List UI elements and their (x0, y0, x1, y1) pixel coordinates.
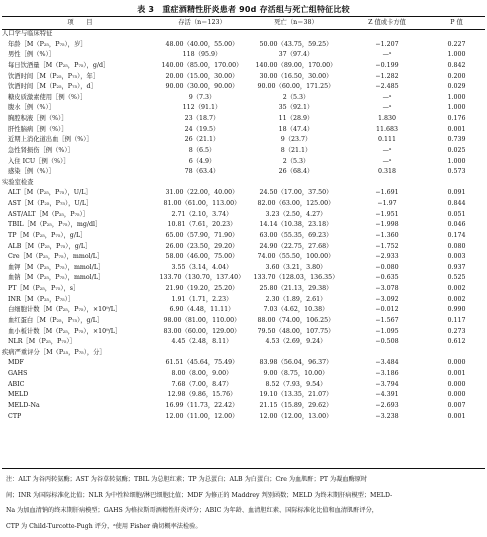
survive-value: 31.00（22.00，40.00） (165, 189, 239, 197)
stat-value: −0.508 (375, 338, 399, 346)
bottom-rule (2, 468, 485, 469)
table-row (2, 157, 485, 168)
survive-value: 78（63.4） (184, 168, 220, 176)
row-label: AST/ALT［M（P₂₅，P₇₅）］ (8, 210, 89, 218)
footnote-line: 注：ALT 为谷丙转氨酶；AST 为谷草转氨酶；TBIL 为总胆红素；TP 为总蛋白；ALB 为白蛋白；Cre 为血肌酐；PT 为凝血酶原时 (6, 476, 368, 483)
table-row (2, 358, 485, 369)
stat-value: —ᵃ (382, 157, 392, 165)
stat-value: −1.951 (375, 210, 399, 218)
stat-value: −4.391 (375, 391, 399, 399)
p-value: 1.000 (447, 157, 466, 165)
stat-value: −1.360 (375, 231, 399, 239)
stat-value: −1.752 (375, 242, 399, 250)
death-value: 8.52（7.93，9.54） (265, 380, 327, 388)
row-label: TP［M（P₂₅，P₇₅），g/L］ (8, 231, 87, 239)
table-row (2, 167, 485, 178)
table-row (2, 231, 485, 242)
p-value: 0.000 (447, 391, 466, 399)
row-label: AST［M（P₂₅，P₇₅），U/L］ (8, 200, 93, 207)
death-value: 19.10（13.35，21.07） (259, 391, 333, 399)
p-value: 0.844 (447, 200, 466, 207)
death-value: 18（47.4） (278, 125, 314, 133)
p-value: 0.002 (447, 285, 466, 292)
row-label: 血小板计数［M（P₂₅，P₇₅），×10⁹/L］ (8, 327, 122, 335)
table-row (2, 295, 485, 306)
row-label: MELD (8, 391, 29, 399)
death-value: 37（97.4） (278, 51, 314, 59)
stat-value: −3.092 (375, 295, 399, 303)
table-row (2, 50, 485, 61)
p-value: 0.029 (447, 83, 466, 91)
death-value: 21.15（15.89，29.62） (259, 401, 333, 409)
survive-value: 23（18.7） (184, 115, 220, 122)
row-label: 血钾［M（P₂₅，P₇₅），mmol/L］ (8, 263, 105, 271)
survive-value: 3.55（3.14，4.04） (171, 263, 233, 271)
survive-value: 16.99（11.73，22.42） (165, 401, 239, 409)
p-value: 0.842 (447, 61, 466, 69)
stat-value: 0.111 (377, 136, 397, 144)
header-item: 项 目 (67, 19, 93, 26)
death-value: 24.50（17.00，37.50） (259, 189, 333, 197)
header-death: 死亡（n＝38） (274, 19, 318, 26)
death-value: 3.60（3.21，3.80） (265, 263, 327, 271)
death-value: 24.90（22.75，27.68） (259, 242, 333, 250)
death-value: 4.53（2.69，9.24） (265, 338, 327, 346)
stat-value: −1.998 (375, 221, 399, 229)
survive-value: 9（7.3） (188, 93, 216, 101)
p-value: 0.025 (447, 146, 466, 154)
survive-value: 61.51（45.64，75.49） (165, 359, 239, 367)
table-title: 表 3 重症酒精性肝炎患者 90d 存活组与死亡组特征比较 (137, 5, 350, 14)
death-value: 25.80（21.13，29.38） (259, 285, 333, 292)
stat-value: −3.238 (375, 412, 399, 420)
death-value: 2（5.3） (282, 93, 310, 101)
table-row (2, 380, 485, 391)
p-value: 0.174 (447, 231, 466, 239)
survive-value: 6（4.9） (188, 157, 216, 165)
survive-value: 2.71（2.10，3.74） (171, 210, 233, 218)
row-label: PT［M（P₂₅，P₇₅），s］ (8, 285, 80, 292)
p-value: 1.000 (447, 51, 466, 59)
row-label: TBIL［M（P₂₅，P₇₅），mg/dl］ (8, 221, 102, 229)
survive-value: 48.00（40.00，55.00） (165, 40, 239, 48)
p-value: 0.091 (447, 189, 466, 197)
stat-value: −2.693 (375, 401, 399, 409)
survive-value: 90.00（30.00，90.00） (165, 83, 239, 91)
p-value: 0.080 (447, 242, 466, 250)
p-value: 1.000 (447, 104, 466, 112)
row-label: 糖皮质激素使用［例（%）］ (8, 93, 87, 101)
table-row (2, 188, 485, 199)
table-row (2, 273, 485, 284)
survive-value: 26.00（23.50，29.20） (165, 242, 239, 250)
survive-value: 133.70（130.70，137.40） (159, 274, 245, 282)
row-label: 每日饮酒量［M（P₂₅，P₇₅），g/d］ (8, 61, 110, 69)
death-value: 12.00（12.00，13.00） (259, 412, 333, 420)
death-value: 14.14（10.38，23.18） (259, 221, 333, 229)
p-value: 1.000 (447, 93, 466, 101)
death-value: 133.70（128.03，136.35） (253, 274, 339, 282)
death-value: 83.98（56.04，96.37） (259, 359, 333, 367)
row-label: Cre［M（P₂₅，P₇₅），mmol/L］ (8, 253, 104, 261)
survive-value: 6.90（4.48，11.11） (169, 306, 235, 314)
p-value: 0.176 (447, 115, 466, 122)
stat-value: −1.207 (375, 40, 399, 48)
survive-value: 8.00（8.00，9.00） (171, 370, 233, 377)
stat-value: −1.095 (375, 327, 399, 335)
row-label: 年龄［M（P₂₅，P₇₅），岁］ (8, 40, 87, 48)
table-row (2, 337, 485, 348)
row-label: ALT［M（P₂₅，P₇₅），U/L］ (8, 189, 92, 197)
stat-value: −0.012 (375, 306, 399, 314)
row-label: 血钠［M（P₂₅，P₇₅），mmol/L］ (8, 274, 105, 282)
stat-value: −1.97 (377, 200, 397, 207)
p-value: 0.739 (447, 136, 466, 144)
death-value: 88.00（74.00，106.25） (257, 316, 335, 324)
table-row (2, 199, 485, 210)
stat-value: —ᵃ (382, 146, 392, 154)
survive-value: 112（91.1） (182, 104, 222, 112)
death-value: 7.03（4.62，10.38） (263, 306, 329, 314)
death-value: 30.00（16.50，30.00） (259, 72, 333, 80)
stat-value: −3.078 (375, 285, 399, 292)
table-body (2, 29, 485, 422)
death-value: 9.00（8.75，10.00） (263, 370, 329, 377)
survive-value: 118（95.9） (182, 51, 222, 59)
section-label: 人口学与临床特征 (2, 30, 53, 37)
table-row (2, 220, 485, 231)
death-value: 11（28.9） (278, 115, 314, 122)
p-value: 0.937 (447, 263, 466, 271)
death-value: 2.30（1.89，2.61） (265, 295, 327, 303)
row-label: 入住 ICU［例（%）］ (8, 157, 70, 165)
table-row (2, 61, 485, 72)
stat-value: −3.186 (375, 370, 399, 377)
table-row (2, 82, 485, 93)
p-value: 0.007 (447, 401, 466, 409)
p-value: 0.001 (447, 370, 466, 377)
table-row (2, 146, 485, 157)
section-row (2, 178, 485, 189)
death-value: 79.50（48.00，107.75） (257, 327, 335, 335)
table-row (2, 103, 485, 114)
stat-value: −0.199 (375, 61, 399, 69)
table-row (2, 284, 485, 295)
survive-value: 1.91（1.71，2.23） (171, 295, 233, 303)
footnote-line: Na 为加血清钠的终末期肝病模型；GAHS 为格拉斯哥酒精性肝炎评分；ABIC 为年龄、血清胆红素、国际标准化比值和血清肌酐评分， (6, 507, 378, 514)
stat-value: −1.691 (375, 189, 399, 197)
p-value: 0.051 (447, 210, 466, 218)
p-value: 0.001 (447, 125, 466, 133)
survive-value: 65.00（57.90，71.90） (165, 231, 239, 239)
survive-value: 83.00（60.00，129.00） (163, 327, 241, 335)
stat-value: −0.635 (375, 274, 399, 282)
row-label: CTP (8, 412, 22, 420)
table-row (2, 135, 485, 146)
section-row (2, 348, 485, 359)
death-value: 74.00（55.50，100.00） (257, 253, 335, 261)
header-survive: 存活（n＝123） (178, 19, 226, 26)
death-value: 26（68.4） (278, 168, 314, 176)
death-value: 82.00（63.00，125.00） (257, 200, 335, 207)
p-value: 0.525 (447, 274, 466, 282)
row-label: 感染［例（%）］ (8, 168, 55, 176)
p-value: 0.046 (447, 221, 466, 229)
table-row (2, 390, 485, 401)
row-label: 肝性脑病［例（%）］ (8, 125, 68, 133)
death-value: 90.00（60.00，171.25） (257, 83, 335, 91)
death-value: 9（23.7） (280, 136, 312, 144)
row-label: 白细胞计数［M（P₂₅，P₇₅），×10⁹/L］ (8, 306, 122, 314)
death-value: 50.00（43.75，59.25） (259, 40, 333, 48)
table-row (2, 40, 485, 51)
survive-value: 26（21.1） (184, 136, 220, 144)
table-row (2, 252, 485, 263)
row-label: 血红蛋白［M（P₂₅，P₇₅），g/L］ (8, 316, 104, 324)
table-row (2, 242, 485, 253)
table-row (2, 369, 485, 380)
table-row (2, 412, 485, 423)
stat-value: 1.830 (377, 115, 397, 122)
p-value: 0.117 (447, 316, 466, 324)
header-stat: Z 值或卡方值 (368, 19, 406, 26)
table-row (2, 93, 485, 104)
stat-value: −0.080 (375, 263, 399, 271)
table-footnote (6, 472, 482, 534)
p-value: 0.573 (447, 168, 466, 176)
row-label: 男性［例（%）］ (8, 51, 55, 59)
stat-value: −1.282 (375, 72, 399, 80)
death-value: 140.00（89.00，170.00） (255, 61, 337, 69)
stat-value: −1.567 (375, 316, 399, 324)
stat-value: —ᵃ (382, 51, 392, 59)
stat-value: −2.933 (375, 253, 399, 261)
comparison-table (2, 17, 485, 422)
row-label: NLR［M（P₂₅，P₇₅）］ (8, 338, 76, 346)
row-label: ABIC (8, 380, 25, 388)
p-value: 0.612 (447, 338, 466, 346)
survive-value: 12.98（9.86，15.76） (167, 391, 237, 399)
survive-value: 81.00（61.00，113.00） (163, 200, 241, 207)
row-label: GAHS (8, 370, 28, 377)
table-row (2, 327, 485, 338)
table-row (2, 401, 485, 412)
p-value: 0.003 (447, 253, 466, 261)
table-row (2, 72, 485, 83)
table-row (2, 114, 485, 125)
p-value: 0.000 (447, 380, 466, 388)
stat-value: −2.485 (375, 83, 399, 91)
survive-value: 58.00（46.00，75.00） (165, 253, 239, 261)
header-p: P 值 (450, 19, 463, 26)
p-value: 0.990 (447, 306, 466, 314)
footnote-line: 间；INR 为国际标准化比值；NLR 为中性粒细胞/淋巴细胞比值；MDF 为修正的 Maddrey 判别函数；MELD 为终末期肝病模型；MELD- (6, 491, 393, 499)
p-value: 0.200 (447, 72, 466, 80)
row-label: 腹水［例（%）］ (8, 104, 55, 112)
survive-value: 10.81（7.61，20.23） (167, 221, 237, 229)
row-label: INR［M（P₂₅，P₇₅）］ (8, 295, 75, 303)
survive-value: 20.00（15.00，30.00） (165, 72, 239, 80)
footnote-line: CTP 为 Child-Turcotte-Pugh 评分，ᵃ使用 Fisher 确切概率法检验。 (6, 522, 202, 530)
p-value: 0.000 (447, 359, 466, 367)
death-value: 8（21.1） (280, 146, 312, 154)
row-label: ALB［M（P₂₅，P₇₅），g/L］ (8, 242, 92, 250)
p-value: 0.227 (447, 40, 466, 48)
section-label: 疾病严重评分［M（P₂₅，P₇₅），分］ (2, 348, 106, 356)
row-label: MELD-Na (8, 401, 40, 409)
stat-value: 0.318 (377, 168, 397, 176)
survive-value: 12.00（11.00，12.00） (165, 412, 239, 420)
table-row (2, 305, 485, 316)
row-label: 急性肾损伤［例（%）］ (8, 146, 74, 154)
section-row (2, 29, 485, 40)
death-value: 2（5.3） (282, 157, 310, 165)
table-row (2, 263, 485, 274)
survive-value: 4.45（2.48，8.11） (171, 338, 233, 346)
death-value: 63.00（55.35，69.23） (259, 231, 333, 239)
table-row (2, 316, 485, 327)
table-header-row (2, 17, 485, 29)
row-label: 胸腔积液［例（%）］ (8, 115, 68, 122)
stat-value: —ᵃ (382, 104, 392, 112)
row-label: 饮酒时间［M（P₂₅，P₇₅），年］ (8, 72, 100, 80)
section-label: 实验室检查 (2, 178, 34, 186)
row-label: 饮酒时间［M（P₂₅，P₇₅），d］ (8, 83, 97, 91)
row-label: 近期上消化道出血［例（%）］ (8, 136, 93, 144)
survive-value: 140.00（85.00，170.00） (161, 61, 243, 69)
survive-value: 21.90（19.20，25.20） (165, 285, 239, 292)
table-row (2, 210, 485, 221)
stat-value: −3.484 (375, 359, 399, 367)
death-value: 3.23（2.50，4.27） (265, 210, 327, 218)
survive-value: 8（6.5） (188, 146, 216, 154)
table-row (2, 125, 485, 136)
stat-value: 11.683 (375, 125, 399, 133)
survive-value: 24（19.5） (184, 125, 220, 133)
stat-value: −3.794 (375, 380, 399, 388)
row-label: MDF (8, 359, 24, 367)
stat-value: —ᵃ (382, 93, 392, 101)
p-value: 0.001 (447, 412, 466, 420)
p-value: 0.273 (447, 327, 466, 335)
death-value: 35（92.1） (278, 104, 314, 112)
p-value: 0.002 (447, 295, 466, 303)
survive-value: 7.68（7.00，8.47） (171, 380, 233, 388)
survive-value: 98.00（81.00，110.00） (163, 316, 241, 324)
